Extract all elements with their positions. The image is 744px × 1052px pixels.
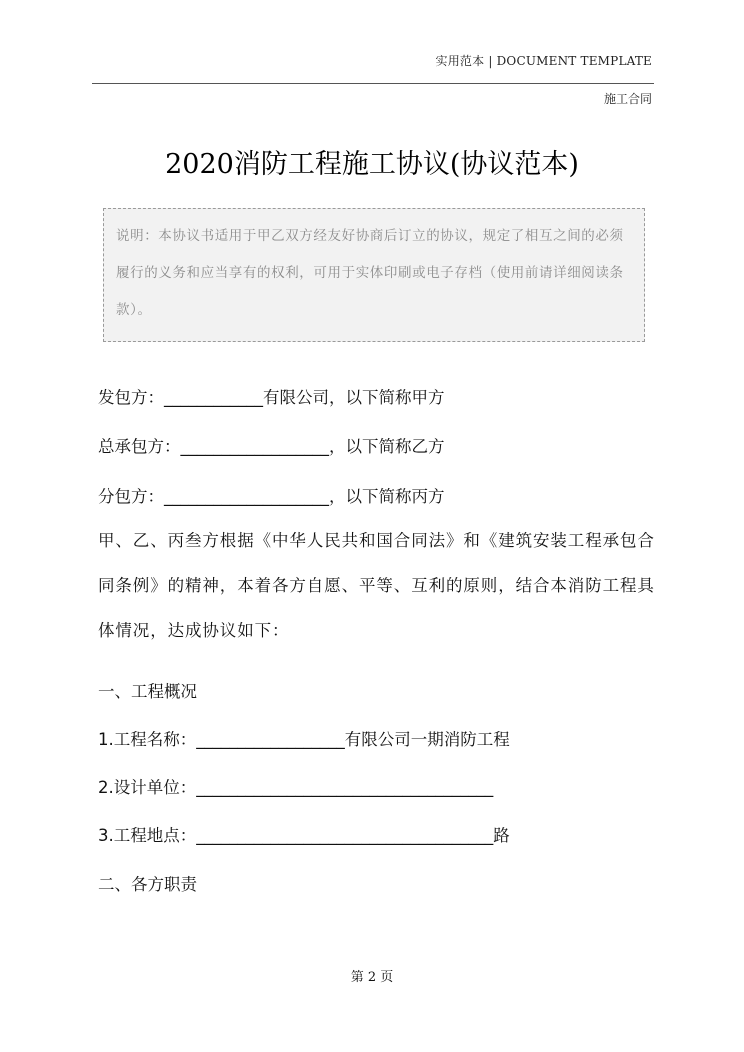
section-2-heading: 二、各方职责 [98, 875, 197, 894]
party-a-line: 发包方：____________有限公司，以下简称甲方 [98, 388, 445, 407]
item-project-location: 3.工程地点：____________________________________路 [98, 826, 510, 845]
document-title: 2020消防工程施工协议(协议范本) [165, 149, 579, 180]
page-number: 第 2 页 [350, 970, 394, 985]
note-box: 说明：本协议书适用于甲乙双方经友好协商后订立的协议，规定了相互之间的必须履行的义务和应当享有的权利，可用于实体印刷或电子存档（使用前请详细阅读条款）。 [103, 208, 645, 342]
item-project-name: 1.工程名称：__________________有限公司一期消防工程 [98, 730, 510, 749]
party-b-line: 总承包方：__________________，以下简称乙方 [98, 437, 445, 456]
party-c-line: 分包方：____________________，以下简称丙方 [98, 487, 445, 506]
section-1-heading: 一、工程概况 [98, 682, 197, 701]
header-top-right: 实用范本 | DOCUMENT TEMPLATE [435, 54, 652, 68]
intro-paragraph: 甲、乙、丙叁方根据《中华人民共和国合同法》和《建筑安装工程承包合同条例》的精神，本着各方自愿、平等、互利的原则，结合本消防工程具体情况，达成协议如下： [98, 531, 655, 640]
header-sub-right: 施工合同 [603, 92, 652, 106]
item-design-unit: 2.设计单位：____________________________________ [98, 778, 494, 797]
header-rule [92, 83, 654, 84]
